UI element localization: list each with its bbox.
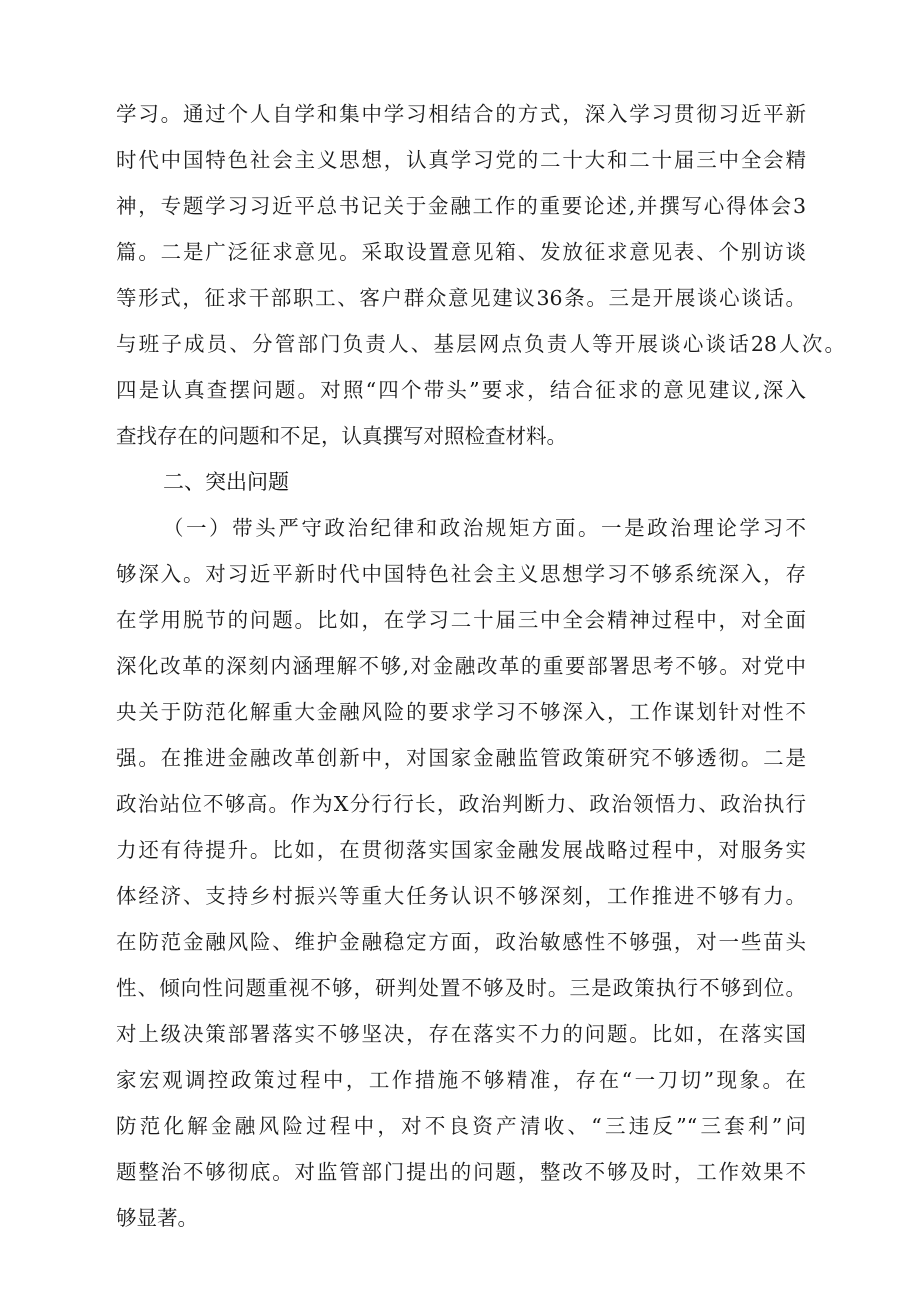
paragraph-1-line-4: 篇。二是广泛征求意见。采取设置意见箱、发放征求意见表、个别访谈 xyxy=(116,240,806,264)
paragraph-2-line-4: 深化改革的深刻内涵理解不够,对金融改革的重要部署思考不够。对党中 xyxy=(116,654,806,678)
paragraph-1-line-8: 查找存在的问题和不足，认真撰写对照检查材料。 xyxy=(116,424,567,448)
paragraph-1-line-2: 时代中国特色社会主义思想，认真学习党的二十大和二十届三中全会精 xyxy=(116,148,806,172)
paragraph-1-line-5: 等形式，征求干部职工、客户群众意见建议36条。三是开展谈心谈话。 xyxy=(116,286,806,310)
paragraph-1-line-3: 神，专题学习习近平总书记关于金融工作的重要论述,并撰写心得体会3 xyxy=(116,194,806,218)
paragraph-2-line-11: 性、倾向性问题重视不够，研判处置不够及时。三是政策执行不够到位。 xyxy=(116,976,806,1000)
paragraph-1-line-1: 学习。通过个人自学和集中学习相结合的方式，深入学习贯彻习近平新 xyxy=(116,102,806,126)
paragraph-2-line-3: 在学用脱节的问题。比如，在学习二十届三中全会精神过程中，对全面 xyxy=(116,608,806,632)
paragraph-2-line-10: 在防范金融风险、维护金融稳定方面，政治敏感性不够强，对一些苗头 xyxy=(116,930,806,954)
section-heading: 二、突出问题 xyxy=(163,470,289,494)
paragraph-2-line-5: 央关于防范化解重大金融风险的要求学习不够深入，工作谋划针对性不 xyxy=(116,700,806,724)
paragraph-2-line-15: 题整治不够彻底。对监管部门提出的问题，整改不够及时，工作效果不 xyxy=(116,1160,806,1184)
paragraph-2-line-7: 政治站位不够高。作为X分行行长，政治判断力、政治领悟力、政治执行 xyxy=(116,792,806,816)
paragraph-2-line-9: 体经济、支持乡村振兴等重大任务认识不够深刻，工作推进不够有力。 xyxy=(116,884,806,908)
paragraph-2-line-12: 对上级决策部署落实不够坚决，存在落实不力的问题。比如，在落实国 xyxy=(116,1022,806,1046)
paragraph-2-line-13: 家宏观调控政策过程中，工作措施不够精准，存在“一刀切”现象。在 xyxy=(116,1068,806,1092)
paragraph-2-line-1: （一）带头严守政治纪律和政治规矩方面。一是政治理论学习不 xyxy=(163,516,806,540)
paragraph-2-line-6: 强。在推进金融改革创新中，对国家金融监管政策研究不够透彻。二是 xyxy=(116,746,806,770)
paragraph-2-line-16: 够显著。 xyxy=(116,1206,198,1230)
paragraph-2-line-14: 防范化解金融风险过程中，对不良资产清收、“三违反”“三套利”问 xyxy=(116,1114,806,1138)
paragraph-2-line-8: 力还有待提升。比如，在贯彻落实国家金融发展战略过程中，对服务实 xyxy=(116,838,806,862)
paragraph-2-line-2: 够深入。对习近平新时代中国特色社会主义思想学习不够系统深入，存 xyxy=(116,562,806,586)
paragraph-1-line-7: 四是认真查摆问题。对照“四个带头”要求，结合征求的意见建议,深入 xyxy=(116,378,806,402)
paragraph-1-line-6: 与班子成员、分管部门负责人、基层网点负责人等开展谈心谈话28人次。 xyxy=(116,332,845,356)
